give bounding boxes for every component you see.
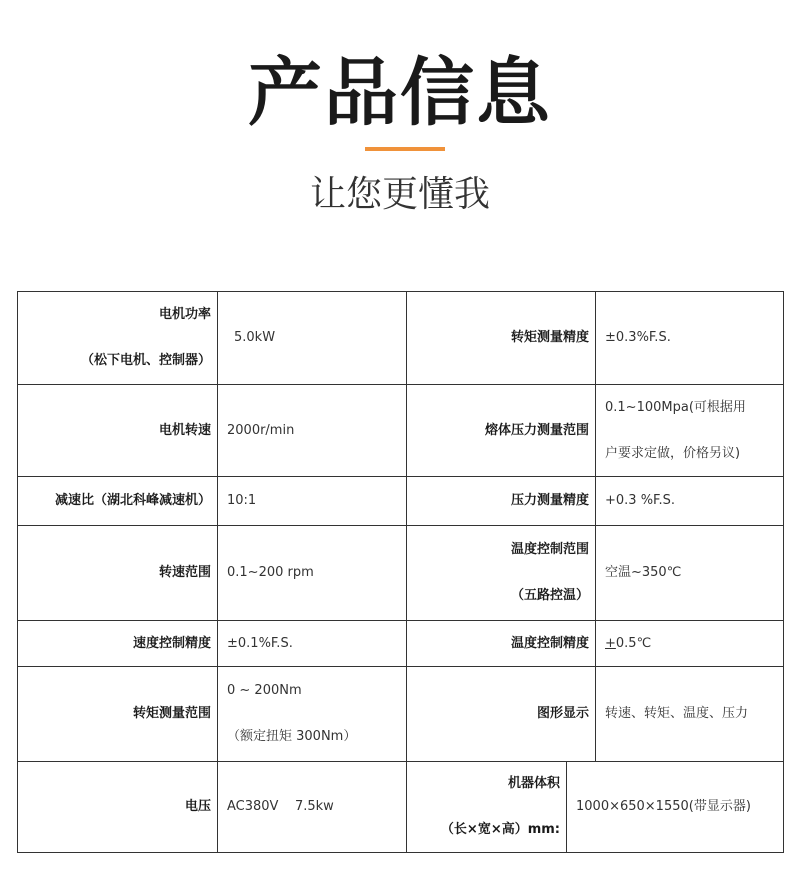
- spec-value-text: 2000r/min: [227, 422, 295, 438]
- spec-label-pressure-accuracy: [406, 476, 596, 526]
- page-title: 产品信息: [248, 50, 552, 136]
- spec-label-temperature-range: [406, 525, 596, 621]
- spec-value-text: 0.1~100Mpa(可根据用: [605, 399, 746, 415]
- spec-label-graphic-display: [406, 666, 596, 762]
- page-subtitle: 让您更懂我: [309, 174, 490, 215]
- spec-value-text: 户要求定做，价格另议): [605, 445, 741, 461]
- spec-value-graphic-display: [595, 666, 784, 762]
- spec-label-text: 转矩测量范围: [132, 706, 211, 721]
- spec-value-reduction-ratio: [217, 476, 407, 526]
- spec-label-reduction-ratio: [17, 476, 218, 526]
- spec-value-text: [605, 634, 651, 654]
- spec-label-text: 电压: [184, 799, 211, 814]
- plus-sign: +: [605, 635, 616, 651]
- spec-value-text: 10:1: [227, 493, 257, 508]
- spec-value-voltage: [217, 761, 407, 853]
- spec-value-machine-size: [566, 761, 784, 853]
- spec-value-torque-accuracy: [595, 291, 784, 385]
- spec-value-text: +0.3 %F.S.: [605, 493, 675, 508]
- spec-value-text: 空温~350℃: [605, 565, 682, 580]
- spec-label-text: 机器体积: [507, 776, 560, 791]
- spec-label-text: 压力测量精度: [510, 493, 589, 508]
- spec-value-text: （额定扭矩 300Nm）: [227, 729, 357, 744]
- spec-label-melt-pressure-range: [406, 384, 596, 477]
- spec-label-text: 电机功率: [158, 307, 211, 322]
- accent-divider: [365, 147, 445, 151]
- spec-label-machine-size: [406, 761, 567, 853]
- spec-value-motor-speed: [217, 384, 407, 477]
- spec-label-torque-range: [17, 666, 218, 762]
- spec-label-speed-range: [17, 525, 218, 621]
- spec-table: [17, 291, 784, 853]
- spec-value-text: 0.1~200 rpm: [227, 565, 314, 580]
- spec-value-torque-range: [217, 666, 407, 762]
- spec-value-text: 5.0kW: [234, 330, 276, 345]
- spec-value-text: AC380V 7.5kw: [227, 799, 334, 814]
- spec-label-text: （五路控温）: [510, 588, 589, 603]
- spec-value-text: ±0.3%F.S.: [605, 330, 671, 345]
- spec-label-text: 转矩测量精度: [510, 330, 589, 345]
- spec-label-motor-speed: [17, 384, 218, 477]
- spec-label-text: 转速范围: [158, 565, 211, 580]
- spec-label-text: 熔体压力测量范围: [484, 422, 589, 438]
- spec-label-text: 温度控制精度: [510, 635, 589, 651]
- spec-value-speed-control-accuracy: [217, 620, 407, 667]
- spec-label-speed-control-accuracy: [17, 620, 218, 667]
- spec-value-temperature-accuracy: [595, 620, 784, 667]
- spec-label-text: 温度控制范围: [510, 542, 589, 557]
- spec-value-speed-range: [217, 525, 407, 621]
- spec-value-temperature-range: [595, 525, 784, 621]
- spec-label-torque-accuracy: [406, 291, 596, 385]
- spec-value-motor-power: [217, 291, 407, 385]
- spec-value-text: 1000×650×1550(带显示器): [576, 799, 751, 814]
- spec-value-text: 转速、转矩、温度、压力: [605, 706, 749, 721]
- spec-label-motor-power: [17, 291, 218, 385]
- spec-value-text: 0 ~ 200Nm: [227, 683, 302, 698]
- spec-value-number: 0.5℃: [615, 635, 652, 651]
- spec-label-temperature-accuracy: [406, 620, 596, 667]
- spec-label-voltage: [17, 761, 218, 853]
- spec-value-melt-pressure-range: [595, 384, 784, 477]
- spec-label-text: 减速比（湖北科峰减速机）: [54, 493, 211, 508]
- spec-label-text: 电机转速: [158, 422, 211, 438]
- spec-label-text: 图形显示: [536, 706, 589, 721]
- spec-value-text: ±0.1%F.S.: [227, 635, 293, 651]
- spec-label-text: （松下电机、控制器）: [80, 353, 211, 368]
- spec-label-text: 速度控制精度: [132, 635, 211, 651]
- spec-label-text: （长×宽×高）mm:: [440, 822, 560, 837]
- spec-value-pressure-accuracy: [595, 476, 784, 526]
